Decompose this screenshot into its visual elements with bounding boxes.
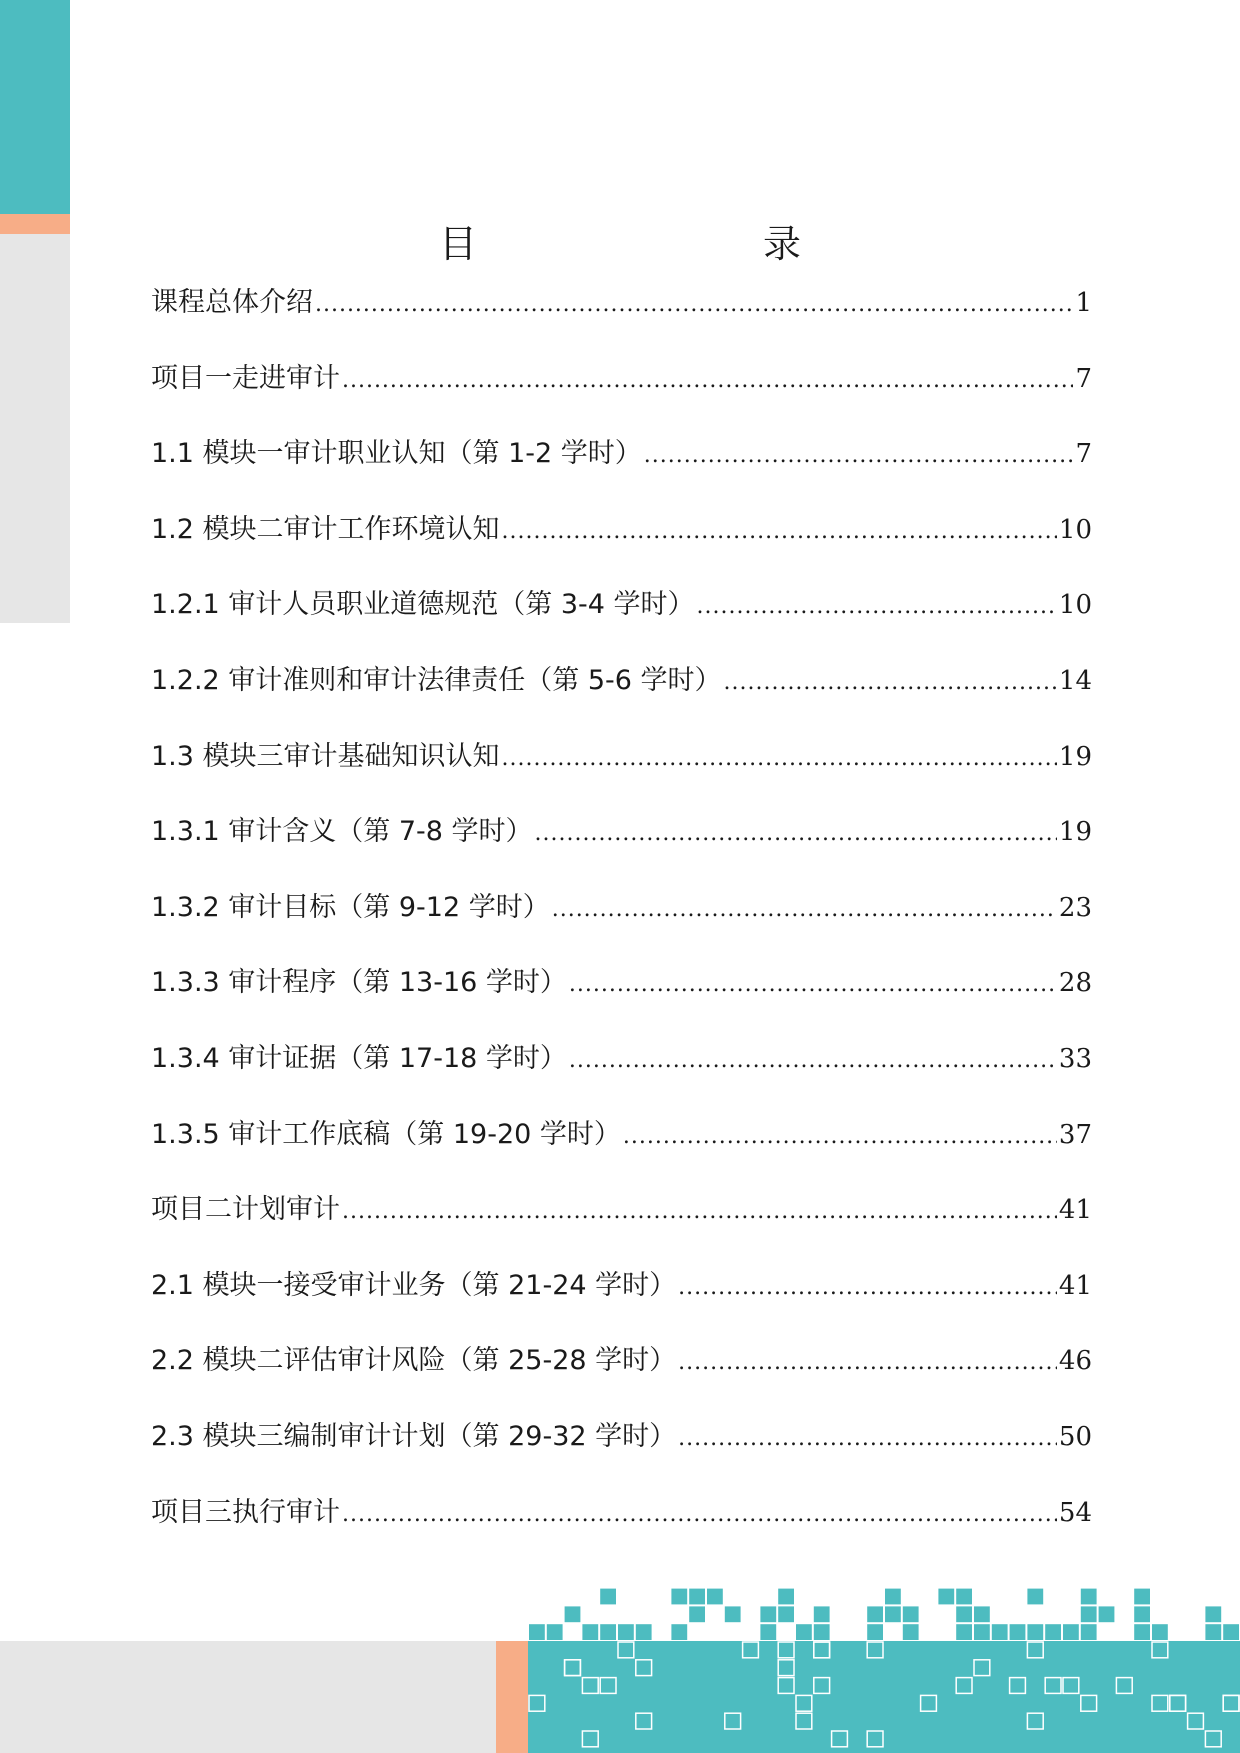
toc-page-number: 23	[1058, 892, 1092, 923]
toc-page-number: 7	[1075, 363, 1092, 394]
dot-leader	[315, 279, 1073, 331]
toc-entry[interactable]	[151, 428, 1092, 504]
table-of-contents	[151, 277, 1092, 1562]
toc-entry-title: 课程总体介绍	[151, 287, 313, 318]
toc-entry-title: 1.1 模块一审计职业认知（第 1-2 学时）	[151, 438, 642, 470]
toc-page-number: 19	[1058, 741, 1092, 772]
dot-leader	[644, 430, 1074, 482]
toc-page-number: 46	[1058, 1346, 1092, 1377]
dot-leader	[678, 1413, 1057, 1465]
corner-teal-band	[0, 0, 70, 214]
toc-entry-title: 1.3 模块三审计基础知识认知	[151, 740, 500, 772]
dot-leader	[697, 581, 1057, 633]
toc-entry[interactable]	[151, 1487, 1092, 1563]
toc-entry[interactable]	[151, 1411, 1092, 1487]
toc-entry-title: 1.2.1 审计人员职业道德规范（第 3-4 学时）	[151, 589, 695, 621]
toc-page-number: 28	[1058, 968, 1092, 999]
page-title: 目 录	[438, 222, 871, 267]
dot-leader	[535, 808, 1057, 860]
toc-entry-title: 1.2 模块二审计工作环境认知	[151, 513, 500, 545]
dot-leader	[342, 1186, 1057, 1238]
toc-entry[interactable]	[151, 1184, 1092, 1260]
toc-page-number: 7	[1075, 439, 1092, 470]
toc-entry[interactable]	[151, 1335, 1092, 1411]
toc-page-number: 19	[1058, 817, 1092, 848]
dot-leader	[342, 1489, 1057, 1541]
toc-entry[interactable]	[151, 353, 1092, 429]
toc-page-number: 10	[1058, 514, 1092, 545]
toc-entry-title: 1.3.2 审计目标（第 9-12 学时）	[151, 891, 550, 923]
toc-entry-title: 1.3.5 审计工作底稿（第 19-20 学时）	[151, 1118, 621, 1150]
toc-entry[interactable]	[151, 806, 1092, 882]
toc-entry[interactable]	[151, 1260, 1092, 1336]
toc-entry-title: 1.3.1 审计含义（第 7-8 学时）	[151, 816, 533, 848]
toc-entry[interactable]	[151, 504, 1092, 580]
dot-leader	[502, 733, 1057, 785]
toc-page-number: 33	[1058, 1043, 1092, 1074]
side-gray-band	[0, 234, 70, 623]
toc-entry-title: 项目一走进审计	[151, 362, 340, 394]
toc-entry-title: 项目三执行审计	[151, 1496, 340, 1528]
toc-entry-title: 1.3.3 审计程序（第 13-16 学时）	[151, 967, 567, 999]
toc-page-number: 50	[1058, 1421, 1092, 1452]
dot-leader	[552, 884, 1057, 936]
toc-entry-title: 2.2 模块二评估审计风险（第 25-28 学时）	[151, 1345, 677, 1377]
dot-leader	[502, 506, 1057, 558]
dot-leader	[678, 1262, 1057, 1314]
toc-entry-title: 2.1 模块一接受审计业务（第 21-24 学时）	[151, 1269, 677, 1301]
toc-entry-title: 项目二计划审计	[151, 1194, 340, 1226]
dot-leader	[678, 1337, 1057, 1389]
dot-leader	[569, 1035, 1057, 1087]
toc-entry-title: 1.3.4 审计证据（第 17-18 学时）	[151, 1042, 567, 1074]
footer-pixel-mosaic	[528, 1575, 1240, 1753]
toc-entry[interactable]	[151, 731, 1092, 807]
toc-entry[interactable]	[151, 579, 1092, 655]
footer-gray-band	[0, 1641, 496, 1753]
toc-page-number: 14	[1058, 665, 1092, 696]
toc-entry[interactable]	[151, 882, 1092, 958]
toc-entry[interactable]	[151, 1109, 1092, 1185]
toc-page-number: 54	[1058, 1497, 1092, 1528]
toc-entry[interactable]	[151, 957, 1092, 1033]
toc-entry[interactable]	[151, 655, 1092, 731]
toc-page-number: 41	[1058, 1195, 1092, 1226]
toc-page-number: 41	[1058, 1270, 1092, 1301]
toc-page-number: 10	[1058, 590, 1092, 621]
toc-entry-title: 2.3 模块三编制审计计划（第 29-32 学时）	[151, 1420, 677, 1452]
dot-leader	[342, 355, 1073, 407]
toc-entry[interactable]	[151, 277, 1092, 353]
toc-page-number: 1	[1075, 288, 1092, 318]
dot-leader	[569, 959, 1057, 1011]
dot-leader	[724, 657, 1057, 709]
toc-entry[interactable]	[151, 1033, 1092, 1109]
toc-page-number: 37	[1058, 1119, 1092, 1150]
dot-leader	[623, 1111, 1057, 1163]
toc-entry-title: 1.2.2 审计准则和审计法律责任（第 5-6 学时）	[151, 664, 722, 696]
footer-orange-band	[496, 1641, 528, 1753]
